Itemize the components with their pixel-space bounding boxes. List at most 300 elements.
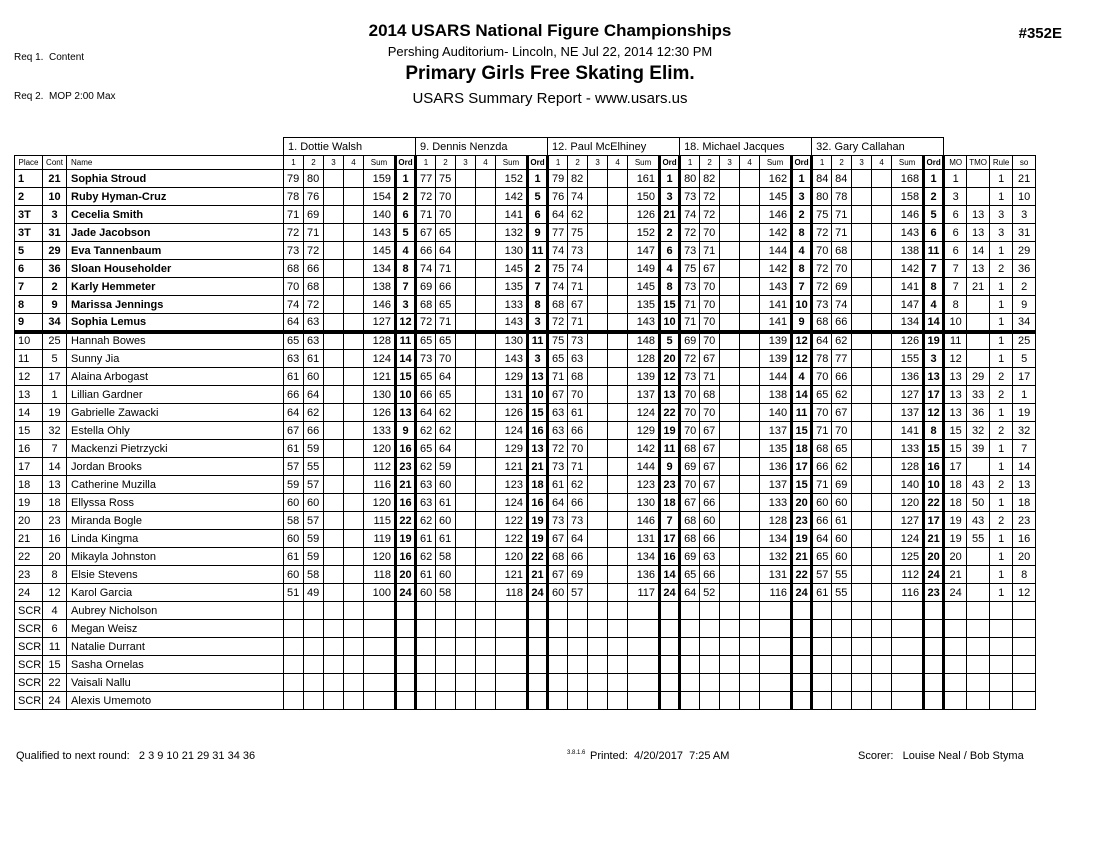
score2-cell bbox=[700, 602, 720, 620]
header-score1: 1 bbox=[548, 156, 568, 170]
ordinal-cell: 16 bbox=[660, 548, 680, 566]
header-sum: Sum bbox=[892, 156, 924, 170]
score2-cell bbox=[700, 638, 720, 656]
sum-cell bbox=[760, 620, 792, 638]
score1-cell: 71 bbox=[812, 476, 832, 494]
score4-cell bbox=[344, 530, 364, 548]
score3-cell bbox=[588, 314, 608, 332]
score1-cell: 72 bbox=[812, 224, 832, 242]
skating-order-cell bbox=[1013, 692, 1036, 710]
score2-cell: 49 bbox=[304, 584, 324, 602]
ordinal-cell: 10 bbox=[792, 296, 812, 314]
contestant-number-cell: 36 bbox=[43, 260, 67, 278]
score4-cell bbox=[476, 638, 496, 656]
score4-cell bbox=[740, 332, 760, 350]
rule-cell: 2 bbox=[990, 386, 1013, 404]
score2-cell: 64 bbox=[436, 368, 456, 386]
score2-cell: 57 bbox=[304, 476, 324, 494]
score1-cell: 68 bbox=[548, 296, 568, 314]
rule-cell bbox=[990, 602, 1013, 620]
score2-cell: 57 bbox=[568, 584, 588, 602]
ordinal-cell bbox=[396, 674, 416, 692]
score4-cell bbox=[344, 674, 364, 692]
rule-cell: 1 bbox=[990, 458, 1013, 476]
ordinal-cell: 8 bbox=[792, 260, 812, 278]
total-majority-ordinal-cell bbox=[967, 350, 990, 368]
ordinal-cell: 15 bbox=[396, 368, 416, 386]
score3-cell bbox=[720, 602, 740, 620]
scratched-row bbox=[15, 602, 1036, 620]
sum-cell bbox=[628, 602, 660, 620]
ordinal-cell: 13 bbox=[660, 386, 680, 404]
ordinal-cell: 17 bbox=[660, 530, 680, 548]
skating-order-cell bbox=[1013, 674, 1036, 692]
score3-cell bbox=[852, 278, 872, 296]
ordinal-cell: 6 bbox=[660, 242, 680, 260]
result-row bbox=[15, 206, 1036, 224]
score3-cell bbox=[588, 638, 608, 656]
sum-cell: 145 bbox=[628, 278, 660, 296]
rule-cell: 1 bbox=[990, 404, 1013, 422]
ordinal-cell: 7 bbox=[396, 278, 416, 296]
score3-cell bbox=[324, 638, 344, 656]
score1-cell: 74 bbox=[548, 278, 568, 296]
score4-cell bbox=[608, 638, 628, 656]
score4-cell bbox=[740, 404, 760, 422]
score3-cell bbox=[588, 296, 608, 314]
sum-cell: 141 bbox=[892, 422, 924, 440]
result-row bbox=[15, 188, 1036, 206]
score2-cell: 66 bbox=[436, 278, 456, 296]
score2-cell bbox=[304, 674, 324, 692]
skater-name-cell: Sunny Jia bbox=[67, 350, 284, 368]
score1-cell: 84 bbox=[812, 170, 832, 188]
score2-cell: 60 bbox=[700, 512, 720, 530]
score3-cell bbox=[720, 566, 740, 584]
score3-cell bbox=[720, 440, 740, 458]
score1-cell: 80 bbox=[680, 170, 700, 188]
contestant-number-cell: 23 bbox=[43, 512, 67, 530]
contestant-number-cell: 22 bbox=[43, 674, 67, 692]
score3-cell bbox=[456, 386, 476, 404]
sum-cell: 131 bbox=[496, 386, 528, 404]
score4-cell bbox=[476, 458, 496, 476]
score1-cell: 72 bbox=[680, 224, 700, 242]
score1-cell: 72 bbox=[284, 224, 304, 242]
score2-cell: 73 bbox=[568, 332, 588, 350]
score2-cell bbox=[700, 656, 720, 674]
championship-title: 2014 USARS National Figure Championships bbox=[368, 21, 732, 40]
majority-ordinal-cell bbox=[944, 638, 967, 656]
score3-cell bbox=[456, 638, 476, 656]
skating-order-cell: 23 bbox=[1013, 512, 1036, 530]
score4-cell bbox=[476, 296, 496, 314]
score3-cell bbox=[588, 476, 608, 494]
score1-cell: 66 bbox=[416, 386, 436, 404]
ordinal-cell bbox=[660, 638, 680, 656]
score4-cell bbox=[740, 692, 760, 710]
sum-cell: 126 bbox=[364, 404, 396, 422]
ordinal-cell: 16 bbox=[396, 494, 416, 512]
score2-cell: 75 bbox=[568, 224, 588, 242]
majority-ordinal-cell: 12 bbox=[944, 350, 967, 368]
score3-cell bbox=[456, 674, 476, 692]
ordinal-cell: 21 bbox=[660, 206, 680, 224]
ordinal-cell: 10 bbox=[924, 476, 944, 494]
score1-cell: 65 bbox=[416, 368, 436, 386]
result-row bbox=[15, 278, 1036, 296]
header-cont: Cont bbox=[43, 156, 67, 170]
majority-ordinal-cell: 21 bbox=[944, 566, 967, 584]
place-cell: 12 bbox=[15, 368, 43, 386]
sum-cell: 154 bbox=[364, 188, 396, 206]
majority-ordinal-cell: 8 bbox=[944, 296, 967, 314]
total-majority-ordinal-cell bbox=[967, 656, 990, 674]
score1-cell: 67 bbox=[548, 566, 568, 584]
skater-name-cell: Natalie Durrant bbox=[67, 638, 284, 656]
score1-cell bbox=[416, 620, 436, 638]
score1-cell bbox=[548, 620, 568, 638]
score4-cell bbox=[872, 422, 892, 440]
ordinal-cell: 15 bbox=[792, 422, 812, 440]
score4-cell bbox=[608, 602, 628, 620]
score2-cell: 67 bbox=[700, 476, 720, 494]
score4-cell bbox=[344, 260, 364, 278]
header-mo: MO bbox=[944, 156, 967, 170]
skating-order-cell: 21 bbox=[1013, 170, 1036, 188]
score2-cell: 60 bbox=[304, 494, 324, 512]
score4-cell bbox=[740, 206, 760, 224]
ordinal-cell bbox=[396, 620, 416, 638]
score4-cell bbox=[476, 278, 496, 296]
ordinal-cell: 14 bbox=[792, 386, 812, 404]
score1-cell: 69 bbox=[416, 278, 436, 296]
score3-cell bbox=[720, 314, 740, 332]
skater-name-cell: Ellyssa Ross bbox=[67, 494, 284, 512]
score2-cell: 71 bbox=[436, 314, 456, 332]
ordinal-cell bbox=[396, 638, 416, 656]
ordinal-cell: 21 bbox=[528, 458, 548, 476]
scratched-row bbox=[15, 692, 1036, 710]
result-row bbox=[15, 224, 1036, 242]
score1-cell: 80 bbox=[812, 188, 832, 206]
score2-cell: 61 bbox=[304, 350, 324, 368]
score4-cell bbox=[872, 512, 892, 530]
score1-cell: 67 bbox=[416, 224, 436, 242]
total-majority-ordinal-cell bbox=[967, 332, 990, 350]
skater-name-cell: Ruby Hyman-Cruz bbox=[67, 188, 284, 206]
result-row bbox=[15, 494, 1036, 512]
score2-cell: 84 bbox=[832, 170, 852, 188]
score3-cell bbox=[588, 350, 608, 368]
score1-cell: 72 bbox=[812, 260, 832, 278]
score3-cell bbox=[456, 422, 476, 440]
score3-cell bbox=[720, 404, 740, 422]
ordinal-cell: 22 bbox=[528, 548, 548, 566]
score2-cell: 62 bbox=[832, 386, 852, 404]
sum-cell: 121 bbox=[496, 458, 528, 476]
score4-cell bbox=[872, 584, 892, 602]
score1-cell: 51 bbox=[284, 584, 304, 602]
score3-cell bbox=[588, 224, 608, 242]
score1-cell bbox=[548, 602, 568, 620]
ordinal-cell: 11 bbox=[924, 242, 944, 260]
ordinal-cell: 6 bbox=[396, 206, 416, 224]
ordinal-cell: 10 bbox=[528, 386, 548, 404]
score4-cell bbox=[740, 422, 760, 440]
contestant-number-cell: 12 bbox=[43, 584, 67, 602]
ordinal-cell bbox=[792, 620, 812, 638]
score4-cell bbox=[476, 602, 496, 620]
score3-cell bbox=[456, 278, 476, 296]
score3-cell bbox=[852, 332, 872, 350]
score3-cell bbox=[456, 476, 476, 494]
score4-cell bbox=[872, 170, 892, 188]
score1-cell bbox=[680, 638, 700, 656]
skater-name-cell: Estella Ohly bbox=[67, 422, 284, 440]
ordinal-cell: 21 bbox=[924, 530, 944, 548]
ordinal-cell: 3 bbox=[528, 314, 548, 332]
printed-line: Printed: 4/20/2017 7:25 AM bbox=[590, 750, 730, 762]
score4-cell bbox=[740, 620, 760, 638]
score4-cell bbox=[476, 260, 496, 278]
score3-cell bbox=[588, 260, 608, 278]
score1-cell: 79 bbox=[548, 170, 568, 188]
score4-cell bbox=[608, 386, 628, 404]
header-sum: Sum bbox=[364, 156, 396, 170]
score3-cell bbox=[852, 422, 872, 440]
score2-cell: 70 bbox=[568, 386, 588, 404]
ordinal-cell: 23 bbox=[924, 584, 944, 602]
sum-cell: 121 bbox=[496, 566, 528, 584]
score4-cell bbox=[872, 638, 892, 656]
score4-cell bbox=[476, 512, 496, 530]
majority-ordinal-cell: 6 bbox=[944, 242, 967, 260]
header-score3: 3 bbox=[456, 156, 476, 170]
contestant-number-cell: 25 bbox=[43, 332, 67, 350]
score4-cell bbox=[872, 566, 892, 584]
score2-cell: 70 bbox=[436, 206, 456, 224]
total-majority-ordinal-cell: 36 bbox=[967, 404, 990, 422]
ordinal-cell: 11 bbox=[396, 332, 416, 350]
header-score3: 3 bbox=[324, 156, 344, 170]
score1-cell: 68 bbox=[284, 260, 304, 278]
score1-cell: 68 bbox=[548, 548, 568, 566]
score3-cell bbox=[720, 494, 740, 512]
majority-ordinal-cell: 15 bbox=[944, 422, 967, 440]
total-majority-ordinal-cell bbox=[967, 692, 990, 710]
score2-cell: 60 bbox=[436, 566, 456, 584]
score4-cell bbox=[608, 440, 628, 458]
score2-cell: 67 bbox=[700, 458, 720, 476]
score4-cell bbox=[872, 188, 892, 206]
header-score4: 4 bbox=[740, 156, 760, 170]
contestant-number-cell: 29 bbox=[43, 242, 67, 260]
score4-cell bbox=[740, 530, 760, 548]
total-majority-ordinal-cell: 50 bbox=[967, 494, 990, 512]
score2-cell: 63 bbox=[700, 548, 720, 566]
sum-cell: 120 bbox=[496, 548, 528, 566]
ordinal-cell: 4 bbox=[396, 242, 416, 260]
ordinal-cell: 3 bbox=[792, 188, 812, 206]
skating-order-cell: 36 bbox=[1013, 260, 1036, 278]
score1-cell: 78 bbox=[284, 188, 304, 206]
total-majority-ordinal-cell: 13 bbox=[967, 206, 990, 224]
score1-cell: 68 bbox=[680, 530, 700, 548]
ordinal-cell: 19 bbox=[528, 512, 548, 530]
score1-cell: 69 bbox=[680, 458, 700, 476]
score3-cell bbox=[852, 584, 872, 602]
score4-cell bbox=[344, 566, 364, 584]
skater-name-cell: Sophia Lemus bbox=[67, 314, 284, 332]
sum-cell: 100 bbox=[364, 584, 396, 602]
ordinal-cell: 1 bbox=[660, 170, 680, 188]
score3-cell bbox=[588, 458, 608, 476]
ordinal-cell: 24 bbox=[396, 584, 416, 602]
score2-cell: 61 bbox=[832, 512, 852, 530]
skating-order-cell: 5 bbox=[1013, 350, 1036, 368]
place-cell: SCR bbox=[15, 656, 43, 674]
place-cell: 3T bbox=[15, 206, 43, 224]
header-score2: 2 bbox=[304, 156, 324, 170]
sum-cell: 143 bbox=[496, 314, 528, 332]
ordinal-cell: 12 bbox=[924, 404, 944, 422]
place-cell: 19 bbox=[15, 494, 43, 512]
score4-cell bbox=[344, 602, 364, 620]
total-majority-ordinal-cell bbox=[967, 620, 990, 638]
score3-cell bbox=[324, 242, 344, 260]
place-cell: 3T bbox=[15, 224, 43, 242]
score3-cell bbox=[456, 602, 476, 620]
score3-cell bbox=[720, 242, 740, 260]
header-tmo: TMO bbox=[967, 156, 990, 170]
skating-order-cell: 12 bbox=[1013, 584, 1036, 602]
ordinal-cell bbox=[528, 674, 548, 692]
score3-cell bbox=[456, 314, 476, 332]
score3-cell bbox=[588, 332, 608, 350]
score1-cell: 67 bbox=[548, 530, 568, 548]
score2-cell: 59 bbox=[304, 548, 324, 566]
score1-cell: 63 bbox=[416, 476, 436, 494]
score4-cell bbox=[740, 296, 760, 314]
score1-cell: 65 bbox=[284, 332, 304, 350]
score4-cell bbox=[740, 278, 760, 296]
skating-order-cell: 17 bbox=[1013, 368, 1036, 386]
score4-cell bbox=[740, 314, 760, 332]
score4-cell bbox=[740, 584, 760, 602]
skating-order-cell: 13 bbox=[1013, 476, 1036, 494]
ordinal-cell: 18 bbox=[528, 476, 548, 494]
contestant-number-cell: 13 bbox=[43, 476, 67, 494]
score2-cell: 74 bbox=[568, 260, 588, 278]
rule-cell: 2 bbox=[990, 260, 1013, 278]
majority-ordinal-cell: 10 bbox=[944, 314, 967, 332]
score1-cell bbox=[548, 692, 568, 710]
score4-cell bbox=[872, 296, 892, 314]
score3-cell bbox=[456, 260, 476, 278]
contestant-number-cell: 34 bbox=[43, 314, 67, 332]
score2-cell: 78 bbox=[832, 188, 852, 206]
total-majority-ordinal-cell bbox=[967, 584, 990, 602]
score1-cell: 58 bbox=[284, 512, 304, 530]
contestant-number-cell: 11 bbox=[43, 638, 67, 656]
score2-cell: 62 bbox=[568, 206, 588, 224]
score2-cell: 71 bbox=[568, 278, 588, 296]
score3-cell bbox=[588, 278, 608, 296]
sum-cell bbox=[892, 674, 924, 692]
ordinal-cell: 15 bbox=[924, 440, 944, 458]
majority-ordinal-cell bbox=[944, 656, 967, 674]
score1-cell: 72 bbox=[812, 278, 832, 296]
score3-cell bbox=[324, 494, 344, 512]
ordinal-cell: 6 bbox=[528, 206, 548, 224]
score4-cell bbox=[608, 422, 628, 440]
score3-cell bbox=[852, 188, 872, 206]
score4-cell bbox=[740, 638, 760, 656]
score3-cell bbox=[720, 512, 740, 530]
ordinal-cell: 2 bbox=[396, 188, 416, 206]
place-cell: 18 bbox=[15, 476, 43, 494]
result-row bbox=[15, 260, 1036, 278]
sum-cell: 161 bbox=[628, 170, 660, 188]
place-cell: SCR bbox=[15, 692, 43, 710]
score4-cell bbox=[344, 548, 364, 566]
ordinal-cell: 3 bbox=[396, 296, 416, 314]
ordinal-cell bbox=[924, 674, 944, 692]
score1-cell: 62 bbox=[416, 548, 436, 566]
rule-cell: 3 bbox=[990, 206, 1013, 224]
sum-cell bbox=[364, 692, 396, 710]
score2-cell: 64 bbox=[568, 530, 588, 548]
sum-cell: 144 bbox=[760, 368, 792, 386]
score4-cell bbox=[608, 692, 628, 710]
sum-cell bbox=[364, 602, 396, 620]
score3-cell bbox=[720, 692, 740, 710]
score3-cell bbox=[324, 602, 344, 620]
ordinal-cell: 8 bbox=[924, 278, 944, 296]
sum-cell: 115 bbox=[364, 512, 396, 530]
sum-cell: 147 bbox=[628, 242, 660, 260]
score4-cell bbox=[872, 530, 892, 548]
score3-cell bbox=[324, 404, 344, 422]
score2-cell: 69 bbox=[304, 206, 324, 224]
majority-ordinal-cell: 7 bbox=[944, 260, 967, 278]
sum-cell: 142 bbox=[760, 224, 792, 242]
score4-cell bbox=[344, 620, 364, 638]
result-row bbox=[15, 386, 1036, 404]
sum-cell: 142 bbox=[496, 188, 528, 206]
skating-order-cell bbox=[1013, 602, 1036, 620]
score1-cell: 70 bbox=[812, 242, 832, 260]
score1-cell: 63 bbox=[284, 350, 304, 368]
sum-cell: 137 bbox=[760, 476, 792, 494]
score3-cell bbox=[324, 440, 344, 458]
total-majority-ordinal-cell: 13 bbox=[967, 260, 990, 278]
ordinal-cell bbox=[528, 656, 548, 674]
total-majority-ordinal-cell: 14 bbox=[967, 242, 990, 260]
contestant-number-cell: 32 bbox=[43, 422, 67, 440]
score2-cell: 80 bbox=[304, 170, 324, 188]
contestant-number-cell: 31 bbox=[43, 224, 67, 242]
header-score1: 1 bbox=[416, 156, 436, 170]
score3-cell bbox=[456, 458, 476, 476]
score3-cell bbox=[588, 602, 608, 620]
rule-cell: 1 bbox=[990, 278, 1013, 296]
score4-cell bbox=[344, 206, 364, 224]
score3-cell bbox=[456, 440, 476, 458]
sum-cell: 116 bbox=[892, 584, 924, 602]
score2-cell: 68 bbox=[568, 368, 588, 386]
